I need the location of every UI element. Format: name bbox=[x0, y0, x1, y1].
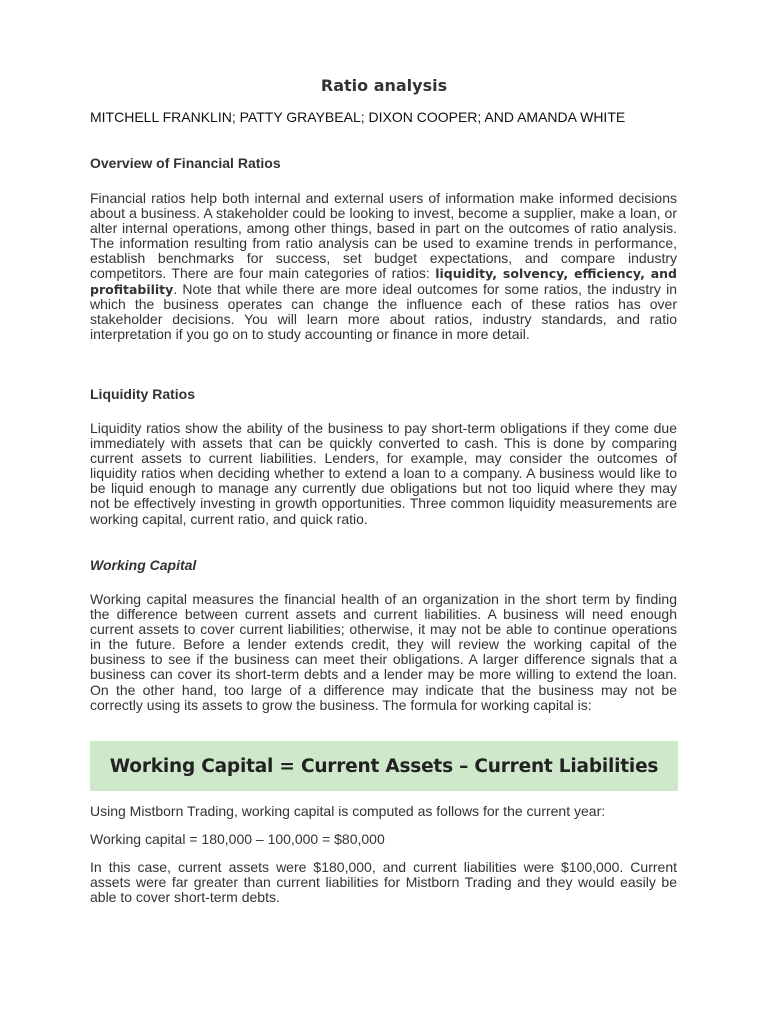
working-capital-paragraph: Working capital measures the financial health of an organization in the short term by finding the difference between current assets and current liabilities. A business will need enough current assets to cover current liabilities; otherwise, it may not be able to continue operations in the future. Before a lender extends credit, they will review the working capital of the business to see if the business can meet their obligations. A larger difference signals that a business can cover its short-term debts and a lender may be more willing to extend the loan. On the other hand, too large of a difference may indicate that the business may not be correctly using its assets to grow the business. The formula for working capital is: bbox=[90, 591, 677, 713]
ratio-categories-bold: liquidity, solvency, efficiency, and profitability bbox=[90, 266, 678, 297]
overview-paragraph bbox=[90, 191, 677, 342]
working-capital-heading: Working Capital bbox=[90, 557, 197, 573]
example-intro: Using Mistborn Trading, working capital is computed as follows for the current year: bbox=[90, 803, 606, 819]
example-calculation: Working capital = 180,000 – 100,000 = $80,000 bbox=[90, 831, 385, 847]
overview-heading: Overview of Financial Ratios bbox=[90, 155, 281, 171]
liquidity-paragraph: Liquidity ratios show the ability of the business to pay short-term obligations if they come due immediately with assets that can be quickly converted to cash. This is done by comparing current assets to current liabilities. Lenders, for example, may consider the outcomes of liquidity ratios when deciding whether to extend a loan to a company. A business would like to be liquid enough to manage any currently due obligations but not too liquid where they may not be effectively investing in growth opportunities. Three common liquidity measurements are working capital, current ratio, and quick ratio. bbox=[90, 420, 677, 527]
author-list: MITCHELL FRANKLIN; PATTY GRAYBEAL; DIXON COOPER; AND AMANDA WHITE bbox=[90, 109, 626, 125]
working-capital-formula: Working Capital = Current Assets – Current Liabilities bbox=[109, 755, 659, 777]
conclusion-paragraph: In this case, current assets were $180,000, and current liabilities were $100,000. Current assets were far greater than current liabilities for Mistborn Trading and they would easily be able to cover short-term debts. bbox=[90, 859, 677, 906]
formula-box bbox=[90, 741, 678, 791]
overview-text-end: . Note that while there are more ideal outcomes for some ratios, the industry in which the business operates can change the influence each of these ratios has over stakeholder decisions. You will learn more about ratios, industry standards, and ratio interpretation if you go on to study accounting or finance in more detail. bbox=[90, 280, 677, 342]
overview-text-start: Financial ratios help both internal and external users of information make informed decisions about a business. A stakeholder could be looking to invest, become a supplier, make a loan, or alter internal operations, among other things, based in part on the outcomes of ratio analysis. The information resulting from ratio analysis can be used to examine trends in performance, establish benchmarks for success, set budget expectations, and compare industry competitors. There are four main categories of ratios: bbox=[90, 190, 677, 282]
document-title: Ratio analysis bbox=[320, 76, 448, 95]
liquidity-heading: Liquidity Ratios bbox=[90, 386, 195, 402]
